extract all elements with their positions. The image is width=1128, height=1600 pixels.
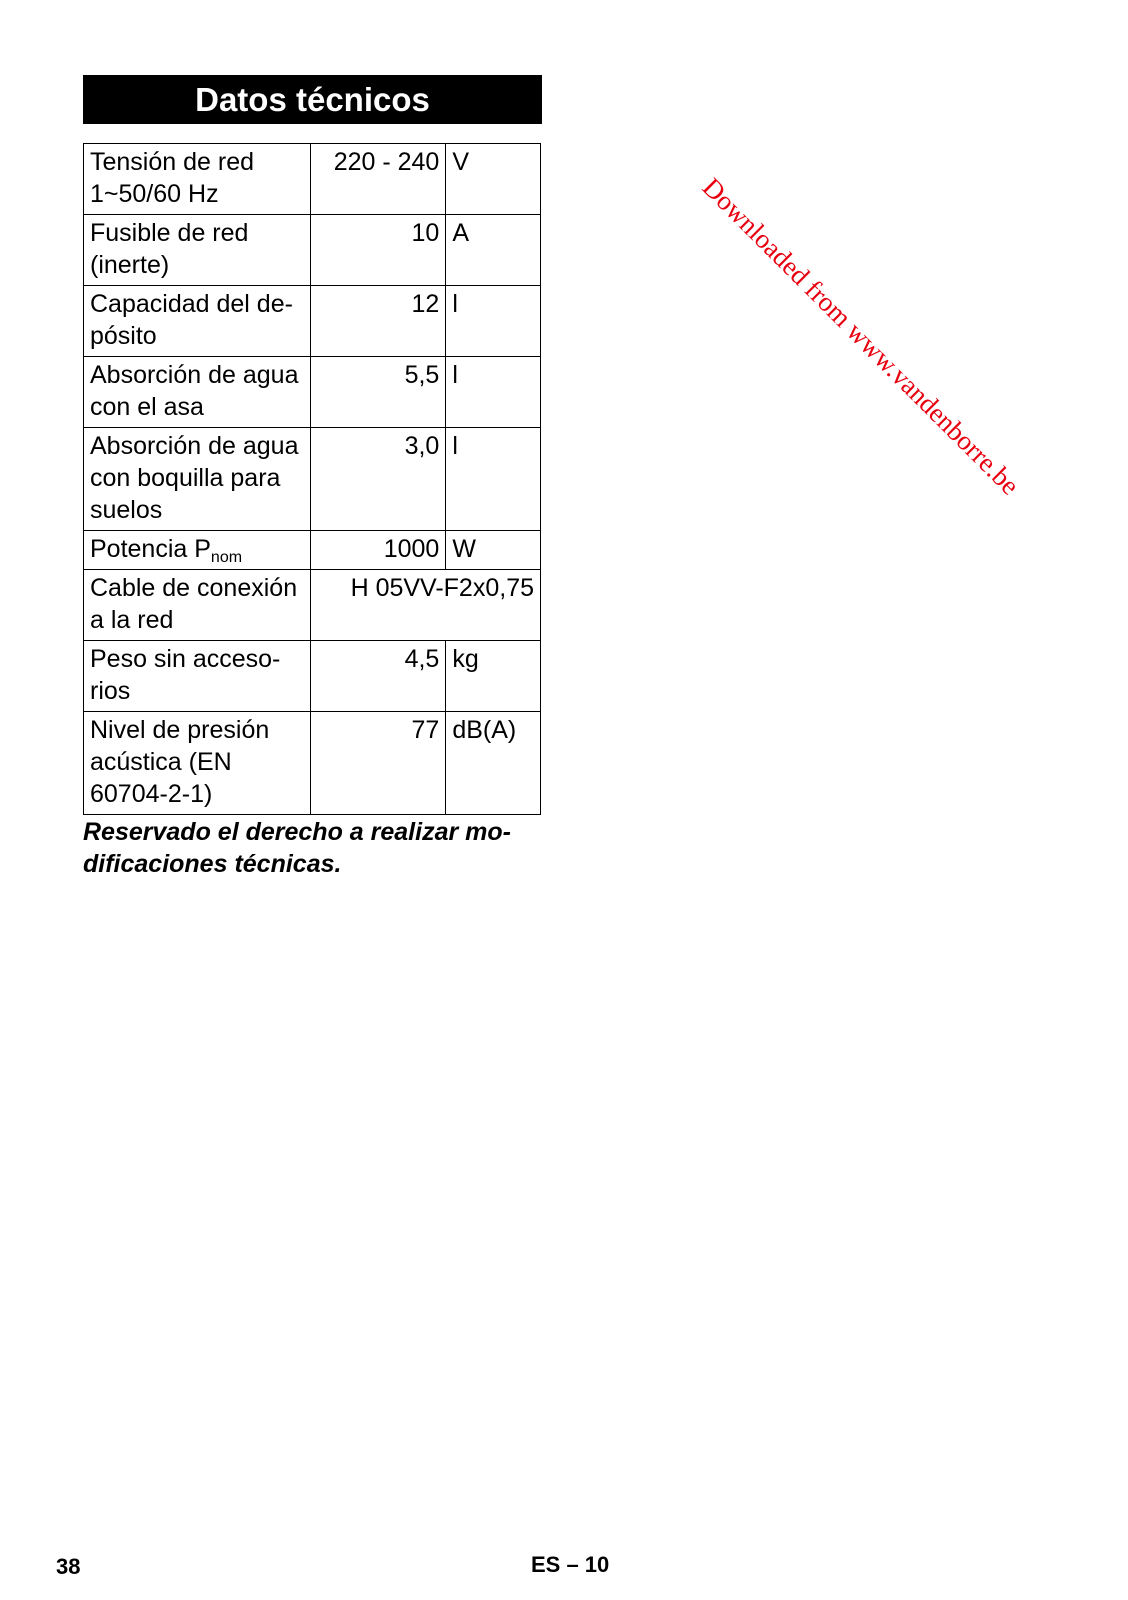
spec-unit: kg (446, 641, 541, 712)
spec-label (84, 641, 311, 712)
spec-value: 1000 (310, 531, 445, 570)
spec-value: 5,5 (310, 357, 445, 428)
table-row (84, 641, 541, 712)
spec-unit: dB(A) (446, 712, 541, 815)
spec-label-text: Absorción de agua con boquilla para suelos (90, 432, 299, 524)
spec-unit: A (446, 215, 541, 286)
spec-unit: l (446, 357, 541, 428)
spec-label (84, 531, 311, 570)
spec-label-text: Cable de conexión a la red (90, 574, 298, 634)
spec-value: 12 (310, 286, 445, 357)
spec-label-text: Potencia P (90, 535, 211, 563)
table-row (84, 531, 541, 570)
spec-label (84, 286, 311, 357)
spec-unit: l (446, 286, 541, 357)
spec-value: 77 (310, 712, 445, 815)
spec-value: 220 - 240 (310, 144, 445, 215)
spec-label (84, 712, 311, 815)
language-page-label: ES – 10 (531, 1552, 610, 1577)
spec-label-subscript: nom (210, 549, 243, 566)
spec-label-text: Capacidad del de-pósito (90, 290, 293, 350)
spec-value: 10 (310, 215, 445, 286)
table-row (84, 570, 541, 641)
spec-unit: V (446, 144, 541, 215)
table-row (84, 428, 541, 531)
spec-label (84, 215, 311, 286)
spec-value: 4,5 (310, 641, 445, 712)
table-row (84, 144, 541, 215)
spec-label (84, 570, 311, 641)
page-number: 38 (56, 1554, 81, 1579)
table-row (84, 215, 541, 286)
spec-unit: W (446, 531, 541, 570)
spec-label (84, 144, 311, 215)
table-row (84, 712, 541, 815)
spec-value: 3,0 (310, 428, 445, 531)
table-row (84, 286, 541, 357)
table-row (84, 357, 541, 428)
spec-label-text: Nivel de presión acústica (EN 60704-2-1) (90, 716, 270, 808)
spec-value: H 05VV-F2x0,75 (310, 570, 540, 641)
spec-label-text: Tensión de red 1~50/60 Hz (90, 148, 255, 208)
download-watermark: Downloaded from www.vandenborre.be (696, 172, 1026, 501)
section-title: Datos técnicos (83, 75, 542, 124)
spec-label-text: Fusible de red (inerte) (90, 219, 249, 279)
spec-label-text: Peso sin acceso-rios (90, 645, 281, 705)
spec-label (84, 428, 311, 531)
spec-label-text: Absorción de agua con el asa (90, 361, 299, 421)
spec-label (84, 357, 311, 428)
technical-data-table (83, 143, 541, 815)
technical-changes-note: Reservado el derecho a realizar mo-dificaciones técnicas. (83, 818, 511, 878)
spec-unit: l (446, 428, 541, 531)
